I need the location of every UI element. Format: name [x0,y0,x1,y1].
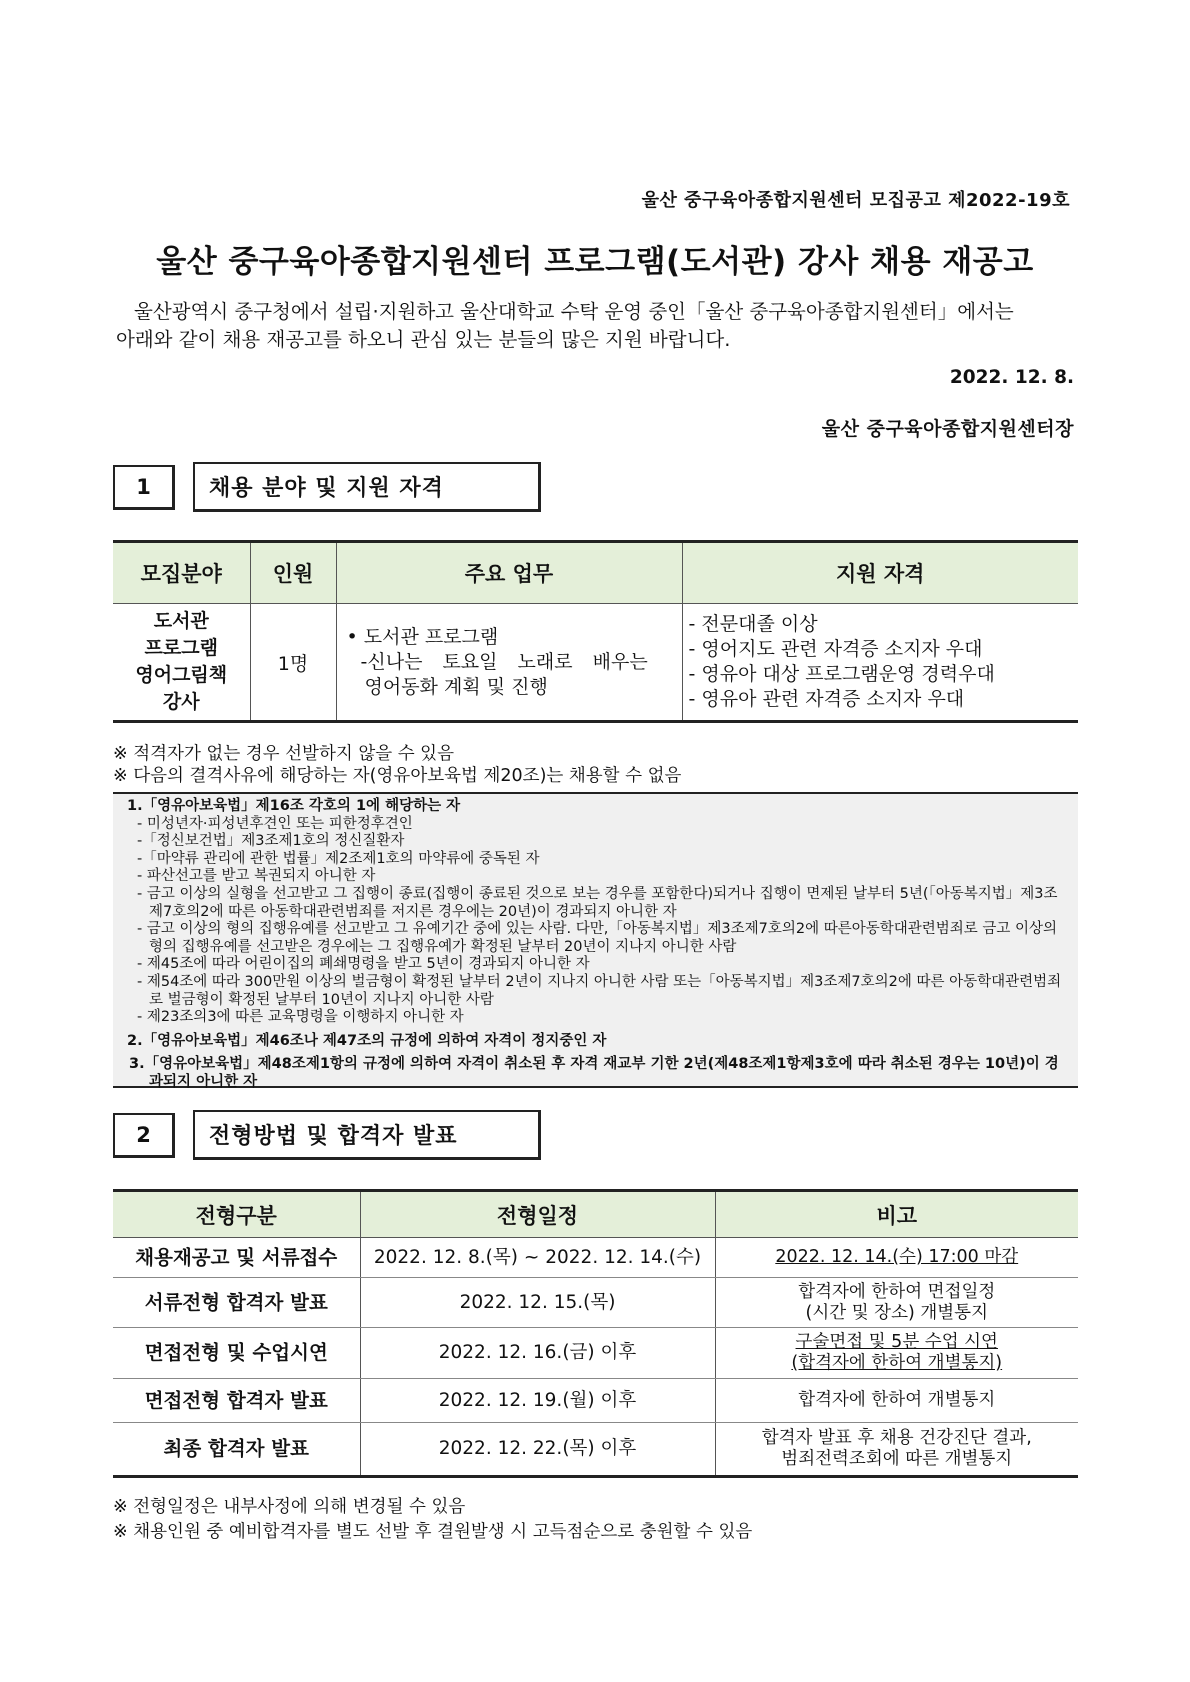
duty-line: -신나는 토요일 노래로 배우는 [360,650,648,673]
column-header: 전형구분 [113,1191,360,1238]
table-row [113,1278,1078,1328]
intro-paragraph [116,298,1074,354]
disqualification-subitem: - 제54조에 따라 300만원 이상의 벌금형이 확정된 날부터 2년이 지나지 아니한 사람 또는「아동복지법」제3조제7호의2에 따른 아동학대관련범죄로 벌금형이 확정된 날부터 10년이 지나지 아니한 사람 [137,973,1062,1008]
table-row [113,1379,1078,1423]
remark-line: 합격자 발표 후 채용 건강진단 결과, [761,1428,1032,1448]
remark-line: 구술면접 및 5분 수업 시연 [795,1332,998,1352]
stage-cell: 서류전형 합격자 발표 [113,1278,360,1328]
issuer-name: 울산 중구육아종합지원센터장 [821,418,1074,440]
qualifications [682,604,1078,722]
page-title: 울산 중구육아종합지원센터 프로그램(도서관) 강사 채용 재공고 [156,244,1034,280]
duty-line: • 도서관 프로그램 [346,625,499,648]
disqualification-box [113,792,1078,1088]
qualification-line: - 전문대졸 이상 [688,613,818,635]
disqualification-subitem: - 미성년자·피성년후견인 또는 피한정후견인 [137,815,413,832]
schedule-cell: 2022. 12. 16.(금) 이후 [360,1328,715,1379]
remark-cell [715,1328,1078,1379]
disqualification-subitem: -「마약류 관리에 관한 법률」제2조제1호의 마약류에 중독된 자 [137,850,540,867]
note: ※ 전형일정은 내부사정에 의해 변경될 수 있음 [113,1497,466,1517]
qualification-line: - 영어지도 관련 자격증 소지자 우대 [688,638,983,660]
note: ※ 채용인원 중 예비합격자를 별도 선발 후 결원발생 시 고득점순으로 충원할 수 있음 [113,1522,753,1542]
disqualification-subitem: - 제23조의3에 따른 교육명령을 이행하지 아니한 자 [137,1009,464,1026]
intro-line: 아래와 같이 채용 재공고를 하오니 관심 있는 분들의 많은 지원 바랍니다. [116,328,731,351]
column-header: 비고 [715,1191,1078,1238]
column-header: 전형일정 [360,1191,715,1238]
headcount: 1명 [250,604,336,722]
notice-date: 2022. 12. 8. [949,367,1074,388]
column-header: 인원 [250,542,336,604]
table-row [113,1238,1078,1278]
stage-cell: 면접전형 합격자 발표 [113,1379,360,1423]
field-line: 강사 [162,691,200,713]
schedule-cell: 2022. 12. 19.(월) 이후 [360,1379,715,1423]
schedule-table [113,1189,1078,1478]
stage-cell: 면접전형 및 수업시연 [113,1328,360,1379]
column-header: 모집분야 [113,542,250,604]
field-line: 영어그림책 [135,664,228,686]
table-row [113,1423,1078,1477]
disqualification-item: 2.「영유아보육법」제46조나 제47조의 규정에 의하여 자격이 정지중인 자 [127,1032,607,1049]
stage-cell: 채용재공고 및 서류접수 [113,1238,360,1278]
disqualification-subitem: -「정신보건법」제3조제1호의 정신질환자 [137,833,405,850]
disqualification-item: 1.「영유아보육법」제16조 각호의 1에 해당하는 자 [127,798,461,814]
qualification-line: - 영유아 대상 프로그램운영 경력우대 [688,663,995,685]
section-number: 1 [113,465,175,510]
disqualification-subitem: - 제45조에 따라 어린이집의 폐쇄명령을 받고 5년이 경과되지 아니한 자 [137,956,590,973]
remark-line: (합격자에 한하여 개별통지) [791,1353,1003,1373]
schedule-cell: 2022. 12. 22.(목) 이후 [360,1423,715,1477]
main-duties [336,604,682,722]
disqualification-item: 3.「영유아보육법」제48조제1항의 규정에 의하여 자격이 취소된 후 자격 재교부 기한 2년(제48조제1항제3호에 따라 취소된 경우는 10년)이 경과되지 아니한 자 [129,1056,1059,1090]
remark-line: 2022. 12. 14.(수) 17:00 마감 [775,1247,1019,1267]
recruitment-table [113,540,1078,723]
note: ※ 다음의 결격사유에 해당하는 자(영유아보육법 제20조)는 채용할 수 없음 [113,766,682,786]
remark-line: (시간 및 장소) 개별통지 [805,1302,988,1323]
stage-cell: 최종 합격자 발표 [163,1437,309,1460]
remark-cell: 합격자에 한하여 개별통지 [715,1379,1078,1423]
note: ※ 적격자가 없는 경우 선발하지 않을 수 있음 [113,744,454,764]
remark-line: 합격자에 한하여 면접일정 [798,1281,996,1302]
remark-cell [715,1238,1078,1278]
recruitment-field [113,604,250,722]
disqualification-subitem: - 금고 이상의 형의 집행유예를 선고받고 그 유예기간 중에 있는 사람. 다만,「아동복지법」제3조제7호의2에 따른아동학대관련범죄로 금고 이상의 형의 집행유예를 선고받은 경우에는 그 집행유예가 확정된 날부터 20년이 지나지 아니한 사람 [137,921,1058,955]
field-line: 도서관 [153,610,209,632]
remark-cell [715,1423,1078,1477]
section-number: 2 [113,1113,175,1158]
section-title: 채용 분야 및 지원 자격 [193,462,541,512]
schedule-cell: 2022. 12. 8.(목) ~ 2022. 12. 14.(수) [360,1238,715,1278]
disqualification-subitem: - 금고 이상의 실형을 선고받고 그 집행이 종료(집행이 종료된 것으로 보는 경우를 포함한다)되거나 집행이 면제된 날부터 5년(「아동복지법」제3조제7호의2에 따른 아동학대관련범죄를 저지른 경우에는 20년)이 경과되지 아니한 자 [137,885,1058,920]
remark-cell [715,1278,1078,1328]
qualification-line: - 영유아 관련 자격증 소지자 우대 [688,688,965,710]
field-line: 프로그램 [144,637,218,659]
schedule-cell: 2022. 12. 15.(목) [360,1278,715,1328]
disqualification-subitem: - 파산선고를 받고 복권되지 아니한 자 [137,868,376,885]
remark-line: 범죄전력조회에 따른 개별통지 [781,1449,1013,1469]
table-row [113,1328,1078,1379]
column-header: 지원 자격 [682,542,1078,604]
column-header: 주요 업무 [336,542,682,604]
notice-number: 울산 중구육아종합지원센터 모집공고 제2022-19호 [641,190,1070,211]
intro-line: 울산광역시 중구청에서 설립·지원하고 울산대학교 수탁 운영 중인「울산 중구육아종합지원센터」에서는 [134,300,1014,323]
duty-line: 영어동화 계획 및 진행 [364,675,548,698]
section-title: 전형방법 및 합격자 발표 [193,1110,541,1160]
